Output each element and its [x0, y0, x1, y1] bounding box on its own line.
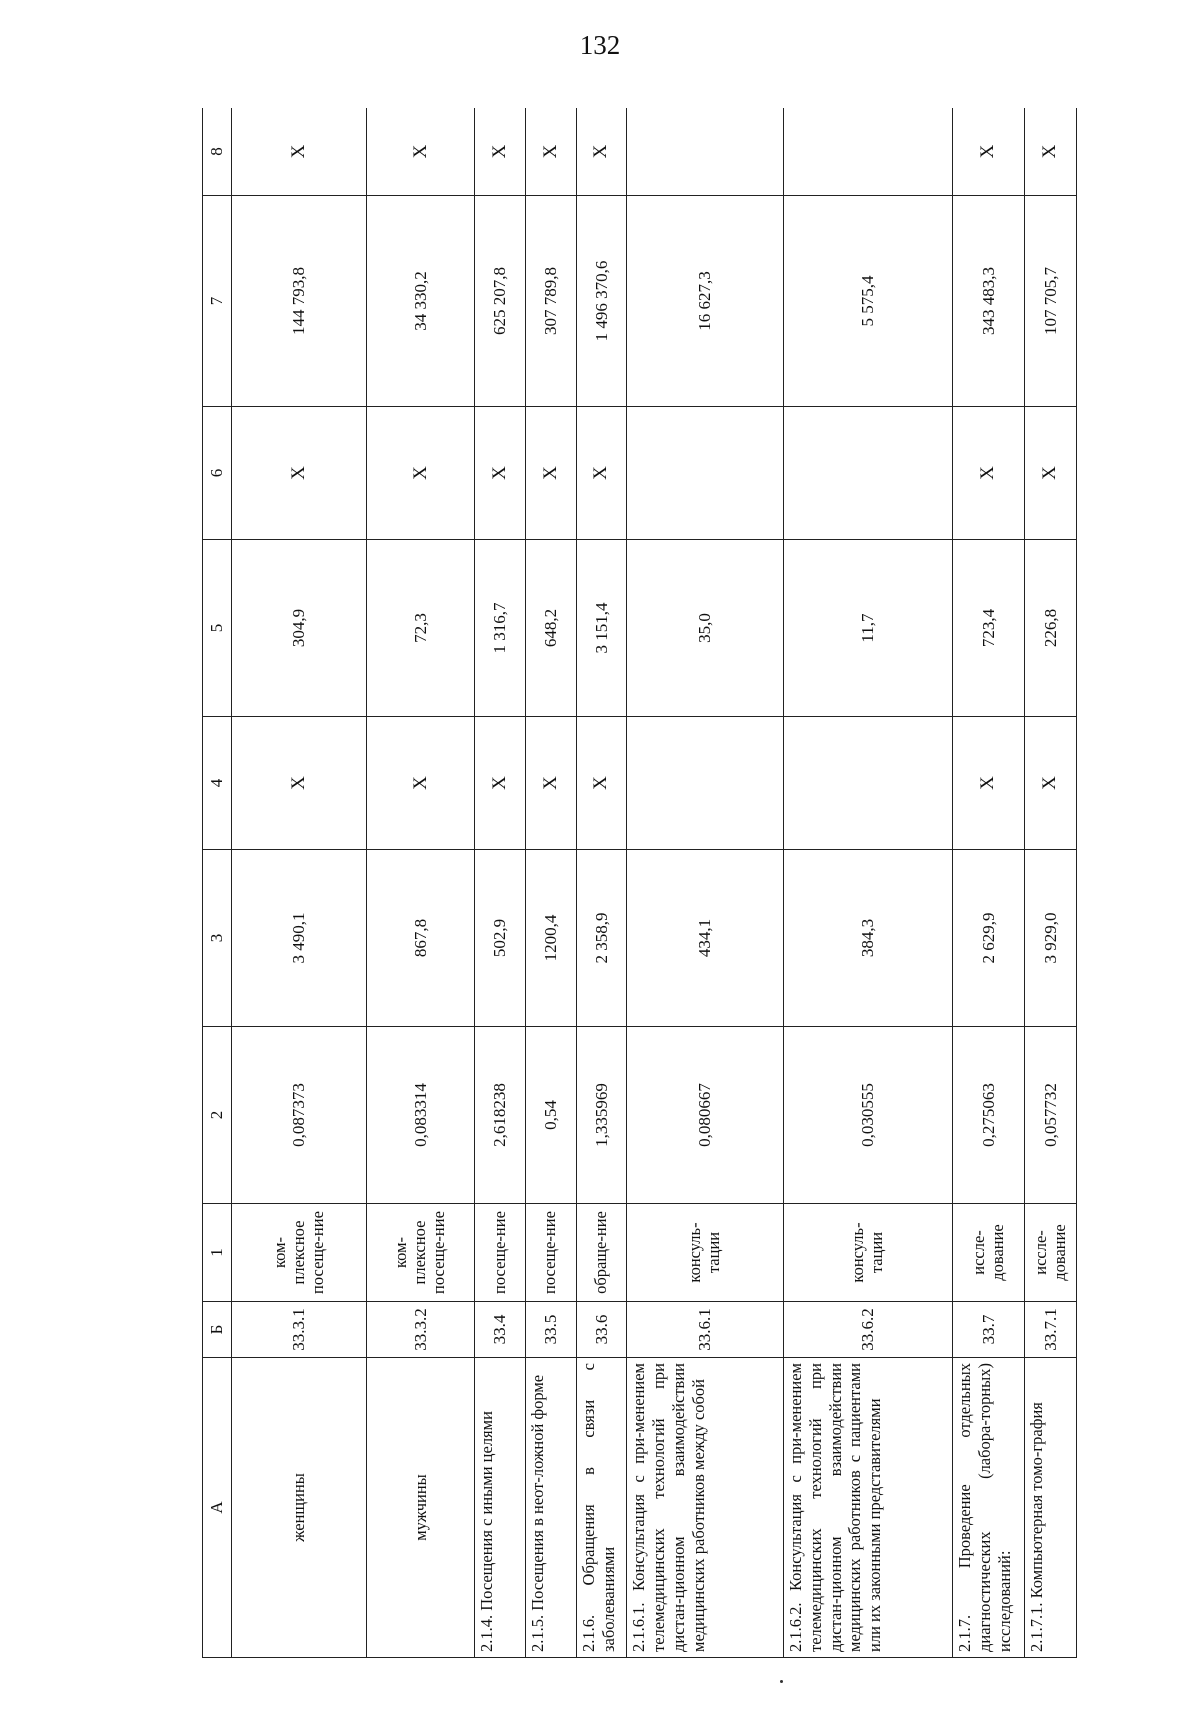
total-cost-cell: 107 705,7 — [1025, 196, 1077, 407]
unit-cell: обраще-ние — [576, 1204, 627, 1302]
service-name-cell: 2.1.6.2. Консультация с при-менением телемедицинских технологий при дистан-ционном взаимодействии медицинских работников с пациентами или их законными представителями — [783, 1358, 952, 1658]
service-name-cell: 2.1.6. Обращения в связи с заболеваниями — [576, 1358, 627, 1658]
row-code-cell: 33.7 — [953, 1302, 1025, 1358]
col4-cell: Х — [232, 717, 367, 850]
unit-cell: ком-плексное посеще-ние — [232, 1204, 367, 1302]
total-cost-cell: 144 793,8 — [232, 196, 367, 407]
table-row — [576, 108, 627, 1658]
cost-per-unit-cell: 2 358,9 — [576, 850, 627, 1027]
col6-cell: Х — [525, 407, 576, 540]
col6-cell: Х — [576, 407, 627, 540]
col5-cell: 723,4 — [953, 540, 1025, 717]
table-row — [783, 108, 952, 1658]
column-header: 2 — [203, 1027, 232, 1204]
column-header: 3 — [203, 850, 232, 1027]
norm-cell: 0,083314 — [367, 1027, 475, 1204]
page-number: 132 — [579, 30, 621, 60]
service-name-cell: 2.1.6.1. Консультация с при-менением телемедицинских технологий при дистан-ционном взаимодействии медицинских работников между собой — [627, 1358, 784, 1658]
table-row — [627, 108, 784, 1658]
rotated-table-container — [202, 108, 1077, 1658]
cost-per-unit-cell: 3 929,0 — [1025, 850, 1077, 1027]
norm-cell: 0,087373 — [232, 1027, 367, 1204]
col5-cell: 3 151,4 — [576, 540, 627, 717]
norm-cell: 0,080667 — [627, 1027, 784, 1204]
scan-speck — [780, 1680, 783, 1683]
table-body — [232, 108, 1077, 1658]
col4-cell: Х — [953, 717, 1025, 850]
norm-cell: 2,618238 — [475, 1027, 526, 1204]
cost-per-unit-cell: 867,8 — [367, 850, 475, 1027]
total-cost-cell: 5 575,4 — [783, 196, 952, 407]
col6-cell — [783, 407, 952, 540]
col6-cell: Х — [1025, 407, 1077, 540]
unit-cell: консуль-тации — [783, 1204, 952, 1302]
service-name-cell: 2.1.7.1. Компьютерная томо-графия — [1025, 1358, 1077, 1658]
table-row — [1025, 108, 1077, 1658]
service-name-cell: мужчины — [367, 1358, 475, 1658]
row-code-cell: 33.4 — [475, 1302, 526, 1358]
cost-per-unit-cell: 384,3 — [783, 850, 952, 1027]
cost-per-unit-cell: 502,9 — [475, 850, 526, 1027]
norm-cell: 0,057732 — [1025, 1027, 1077, 1204]
tariff-table — [202, 108, 1077, 1658]
unit-cell: посеще-ние — [475, 1204, 526, 1302]
col8-cell — [627, 108, 784, 196]
col4-cell: Х — [475, 717, 526, 850]
col4-cell — [783, 717, 952, 850]
cost-per-unit-cell: 434,1 — [627, 850, 784, 1027]
unit-cell: посеще-ние — [525, 1204, 576, 1302]
table-row — [232, 108, 367, 1658]
col6-cell — [627, 407, 784, 540]
col8-cell: Х — [525, 108, 576, 196]
col4-cell — [627, 717, 784, 850]
column-header: 7 — [203, 196, 232, 407]
col8-cell: Х — [475, 108, 526, 196]
cost-per-unit-cell: 1200,4 — [525, 850, 576, 1027]
col6-cell: Х — [953, 407, 1025, 540]
col8-cell: Х — [1025, 108, 1077, 196]
col4-cell: Х — [1025, 717, 1077, 850]
table-row — [367, 108, 475, 1658]
unit-cell: ком-плексное посеще-ние — [367, 1204, 475, 1302]
service-name-cell: женщины — [232, 1358, 367, 1658]
row-code-cell: 33.7.1 — [1025, 1302, 1077, 1358]
col4-cell: Х — [367, 717, 475, 850]
norm-cell: 0,54 — [525, 1027, 576, 1204]
col6-cell: Х — [232, 407, 367, 540]
col5-cell: 35,0 — [627, 540, 784, 717]
row-code-cell: 33.6.2 — [783, 1302, 952, 1358]
table-row — [953, 108, 1025, 1658]
cost-per-unit-cell: 2 629,9 — [953, 850, 1025, 1027]
total-cost-cell: 16 627,3 — [627, 196, 784, 407]
column-header: 5 — [203, 540, 232, 717]
service-name-cell: 2.1.4. Посещения с иными целями — [475, 1358, 526, 1658]
cost-per-unit-cell: 3 490,1 — [232, 850, 367, 1027]
table-header-row — [203, 108, 232, 1658]
unit-cell: консуль-тации — [627, 1204, 784, 1302]
total-cost-cell: 1 496 370,6 — [576, 196, 627, 407]
table-row — [475, 108, 526, 1658]
total-cost-cell: 34 330,2 — [367, 196, 475, 407]
row-code-cell: 33.5 — [525, 1302, 576, 1358]
col6-cell: Х — [367, 407, 475, 540]
row-code-cell: 33.3.2 — [367, 1302, 475, 1358]
col5-cell: 226,8 — [1025, 540, 1077, 717]
rotated-table-frame — [202, 108, 1077, 1658]
row-code-cell: 33.6 — [576, 1302, 627, 1358]
col8-cell: Х — [576, 108, 627, 196]
table-row — [525, 108, 576, 1658]
column-header: 4 — [203, 717, 232, 850]
column-header: 6 — [203, 407, 232, 540]
col6-cell: Х — [475, 407, 526, 540]
col5-cell: 11,7 — [783, 540, 952, 717]
total-cost-cell: 307 789,8 — [525, 196, 576, 407]
col8-cell: Х — [367, 108, 475, 196]
total-cost-cell: 625 207,8 — [475, 196, 526, 407]
service-name-cell: 2.1.5. Посещения в неот-ложной форме — [525, 1358, 576, 1658]
service-name-cell: 2.1.7. Проведение отдельных диагностических (лабора-торных) исследований: — [953, 1358, 1025, 1658]
norm-cell: 0,275063 — [953, 1027, 1025, 1204]
unit-cell: иссле-дование — [953, 1204, 1025, 1302]
col5-cell: 648,2 — [525, 540, 576, 717]
total-cost-cell: 343 483,3 — [953, 196, 1025, 407]
col4-cell: Х — [525, 717, 576, 850]
column-header: 8 — [203, 108, 232, 196]
column-header: Б — [203, 1302, 232, 1358]
col8-cell: Х — [953, 108, 1025, 196]
col5-cell: 72,3 — [367, 540, 475, 717]
row-code-cell: 33.3.1 — [232, 1302, 367, 1358]
row-code-cell: 33.6.1 — [627, 1302, 784, 1358]
column-header: А — [203, 1358, 232, 1658]
col5-cell: 304,9 — [232, 540, 367, 717]
col4-cell: Х — [576, 717, 627, 850]
column-header: 1 — [203, 1204, 232, 1302]
unit-cell: иссле-дование — [1025, 1204, 1077, 1302]
norm-cell: 0,030555 — [783, 1027, 952, 1204]
col5-cell: 1 316,7 — [475, 540, 526, 717]
col8-cell — [783, 108, 952, 196]
col8-cell: Х — [232, 108, 367, 196]
norm-cell: 1,335969 — [576, 1027, 627, 1204]
